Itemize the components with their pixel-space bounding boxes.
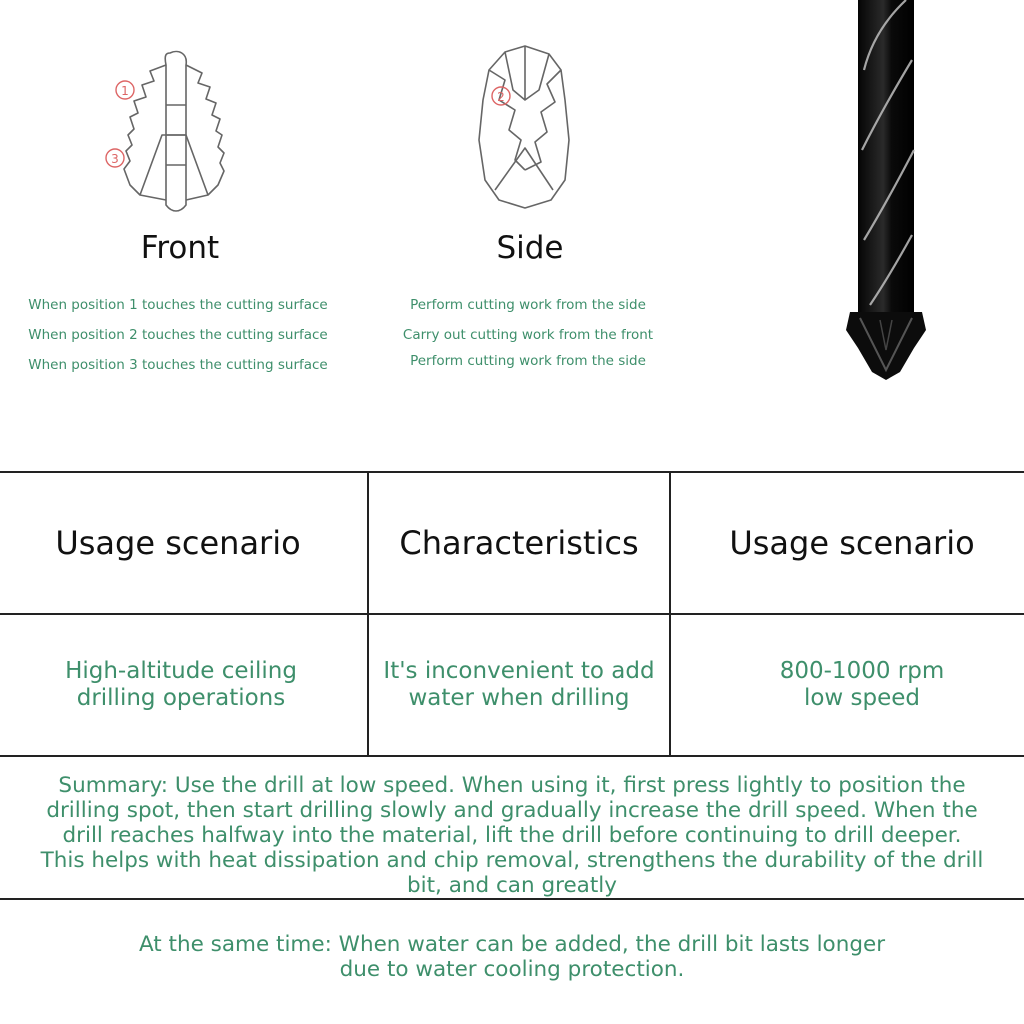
table-cell-speed: 800-1000 rpm low speed	[779, 658, 945, 711]
table-cell-usage-scenario: High-altitude ceiling drilling operations	[65, 658, 297, 711]
svg-text:2: 2	[497, 90, 505, 104]
water-cooling-note: At the same time: When water can be added, the drill bit lasts longer due to water cooling protection.	[138, 932, 886, 982]
front-view-title: Front	[140, 230, 220, 266]
front-note-2: When position 2 touches the cutting surface	[28, 327, 328, 343]
side-note-1: Perform cutting work from the side	[410, 297, 646, 313]
summary-text: Summary: Use the drill at low speed. When using it, first press lightly to position the drilling spot, then start drilling slowly and gradually increase the drill speed. When the drill reaches halfway into the material, lift the drill before continuing to drill deeper. This helps with heat dissipation and chip removal, strengthens the durability of the drill bit, and can greatly	[40, 773, 984, 898]
svg-text:3: 3	[111, 152, 119, 166]
front-view-diagram	[100, 45, 250, 220]
side-view-title: Side	[496, 230, 564, 266]
summary-bottom-border	[0, 898, 1024, 900]
svg-text:1: 1	[121, 84, 129, 98]
table-bottom-border	[0, 755, 1024, 757]
table-cell-characteristics: It's inconvenient to add water when drilling	[383, 658, 655, 711]
position-mark-1	[116, 81, 134, 99]
front-note-3: When position 3 touches the cutting surface	[28, 357, 328, 373]
front-note-1: When position 1 touches the cutting surface	[28, 297, 328, 313]
table-header-usage-scenario-2: Usage scenario	[729, 524, 975, 562]
position-mark-3	[106, 149, 124, 167]
side-view-diagram	[465, 40, 585, 215]
table-header-characteristics: Characteristics	[399, 524, 639, 562]
side-note-3: Perform cutting work from the side	[410, 353, 646, 369]
drill-bit-image	[830, 0, 940, 385]
table-header-usage-scenario-1: Usage scenario	[55, 524, 301, 562]
side-note-2: Carry out cutting work from the front	[402, 327, 654, 343]
position-mark-2	[492, 87, 510, 105]
